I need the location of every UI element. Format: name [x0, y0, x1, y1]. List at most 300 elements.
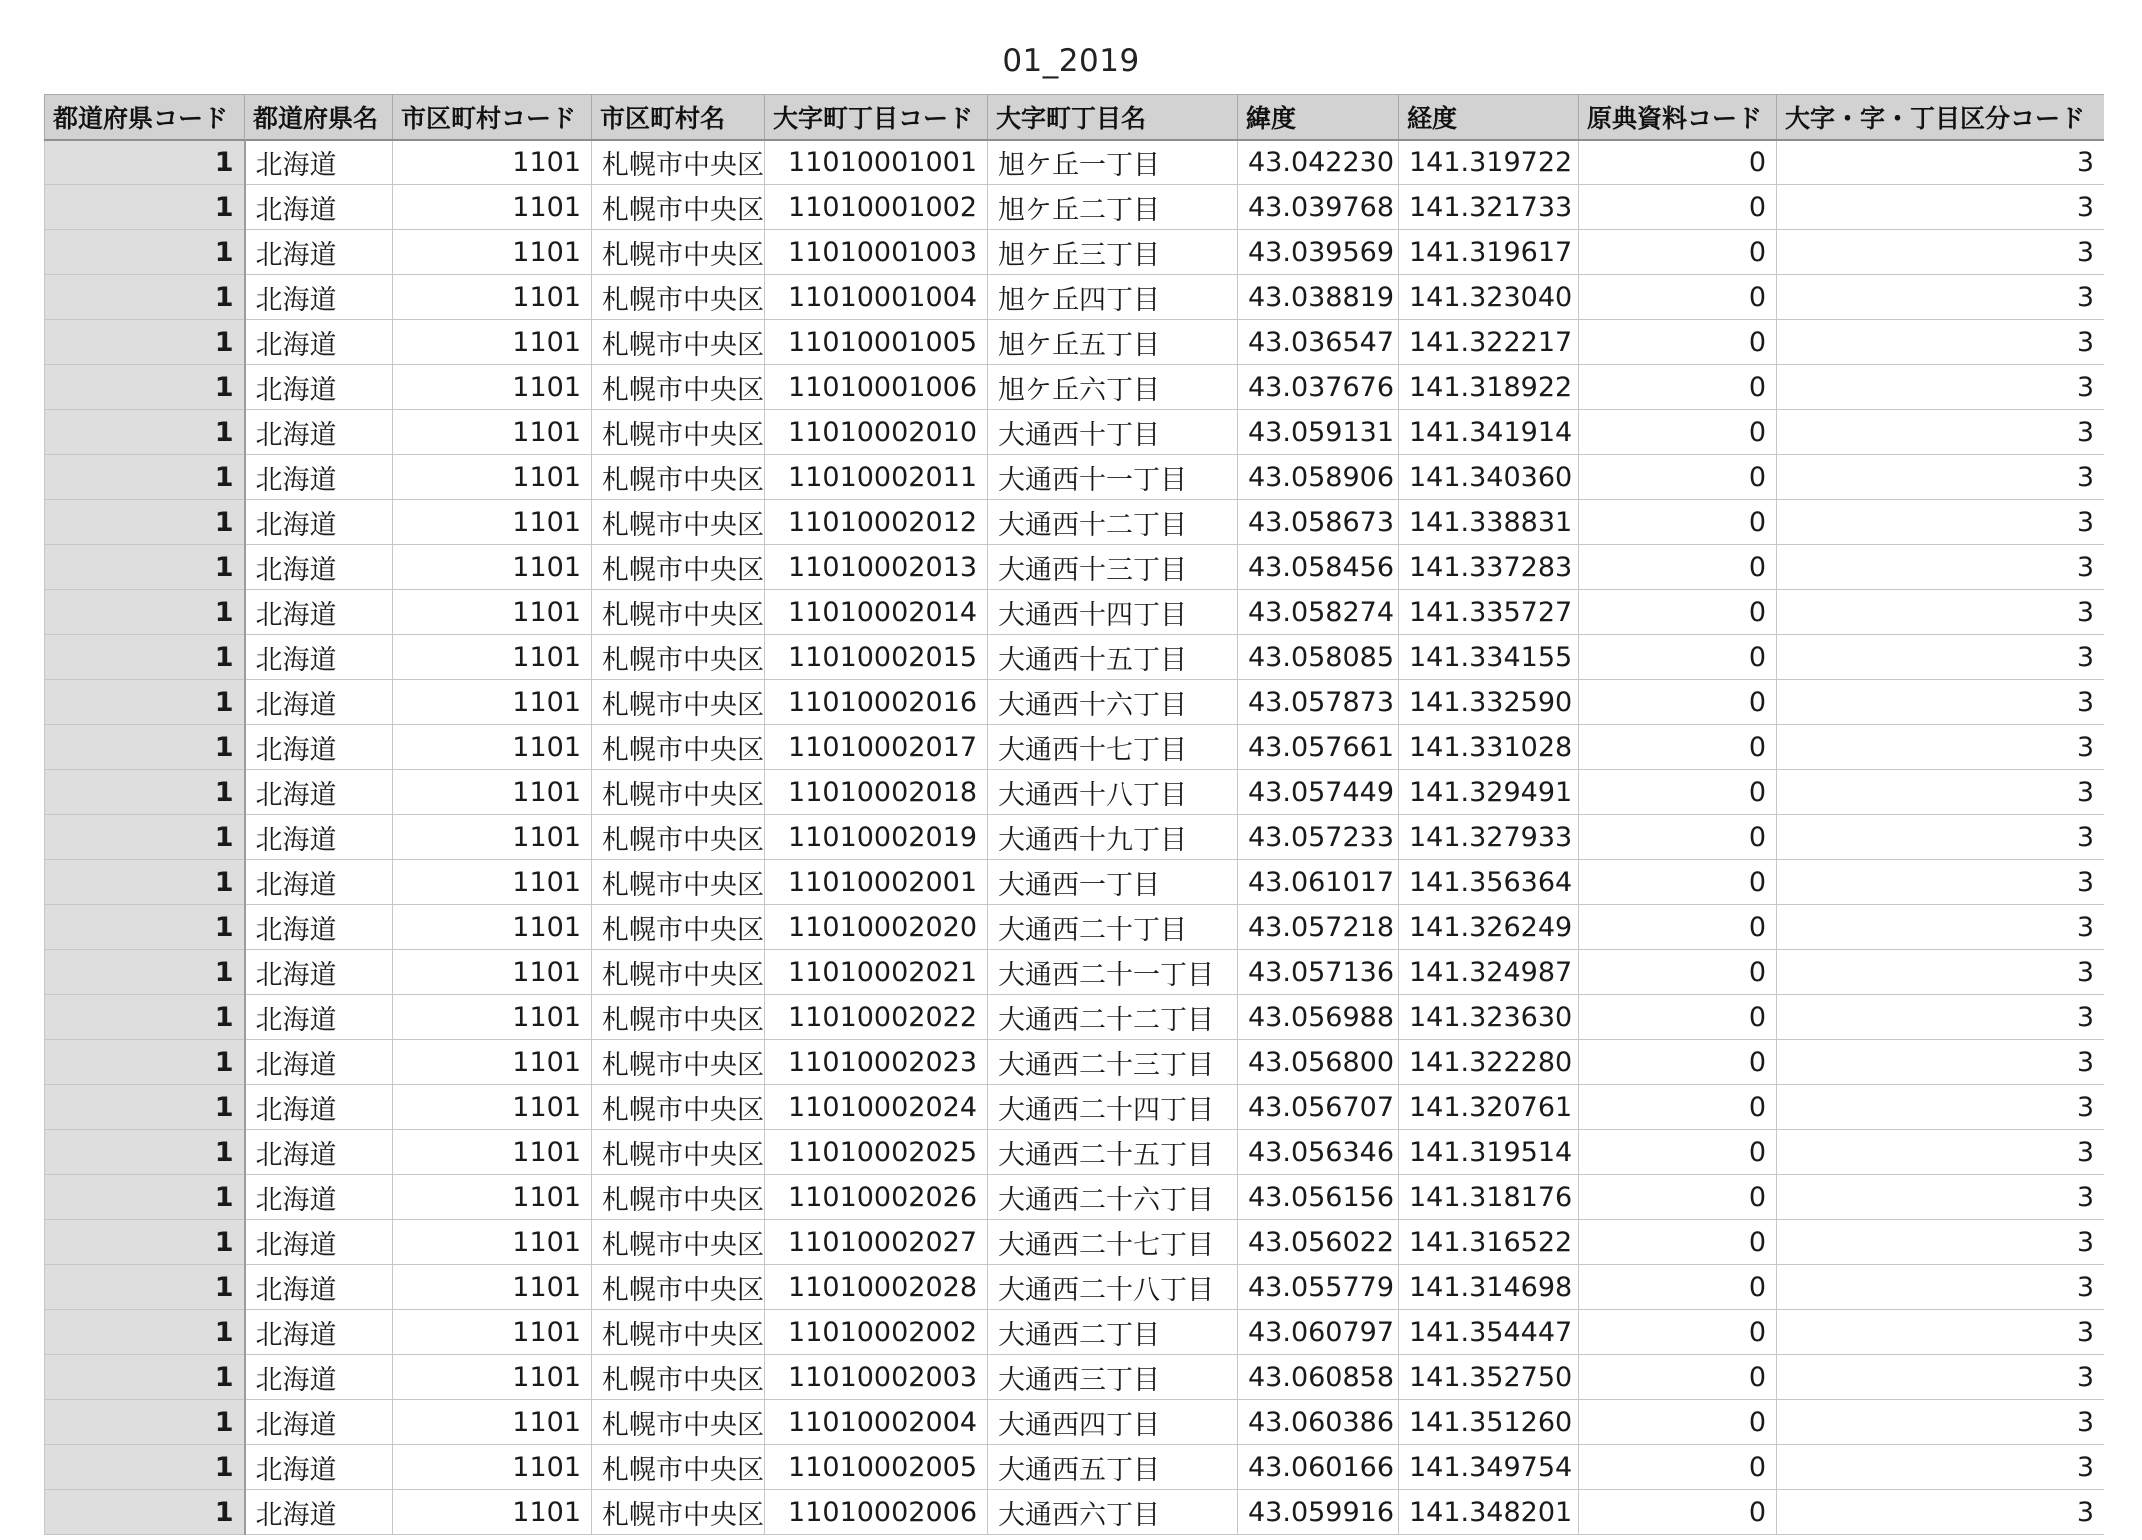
municipality-code-cell[interactable]: 1101	[393, 1130, 592, 1175]
longitude-cell[interactable]: 141.338831	[1399, 500, 1579, 545]
town-code-cell[interactable]: 11010002016	[765, 680, 988, 725]
prefecture-code-cell[interactable]: 1	[45, 1400, 245, 1445]
source-code-cell[interactable]: 0	[1579, 1175, 1777, 1220]
municipality-code-cell[interactable]: 1101	[393, 1445, 592, 1490]
longitude-cell[interactable]: 141.322280	[1399, 1040, 1579, 1085]
town-code-cell[interactable]: 11010002023	[765, 1040, 988, 1085]
prefecture-name-cell[interactable]: 北海道	[245, 410, 393, 455]
municipality-code-cell[interactable]: 1101	[393, 725, 592, 770]
division-code-cell[interactable]: 3	[1777, 275, 2105, 320]
source-code-cell[interactable]: 0	[1579, 950, 1777, 995]
source-code-cell[interactable]: 0	[1579, 275, 1777, 320]
prefecture-code-cell[interactable]: 1	[45, 590, 245, 635]
municipality-code-cell[interactable]: 1101	[393, 1085, 592, 1130]
source-code-cell[interactable]: 0	[1579, 500, 1777, 545]
longitude-cell[interactable]: 141.321733	[1399, 185, 1579, 230]
municipality-code-cell[interactable]: 1101	[393, 1265, 592, 1310]
town-code-cell[interactable]: 11010002019	[765, 815, 988, 860]
prefecture-code-cell[interactable]: 1	[45, 770, 245, 815]
town-code-cell[interactable]: 11010002011	[765, 455, 988, 500]
column-header[interactable]: 経度	[1399, 95, 1579, 140]
town-name-cell[interactable]: 大通西五丁目	[988, 1445, 1238, 1490]
town-code-cell[interactable]: 11010002015	[765, 635, 988, 680]
town-name-cell[interactable]: 旭ケ丘四丁目	[988, 275, 1238, 320]
longitude-cell[interactable]: 141.352750	[1399, 1355, 1579, 1400]
prefecture-name-cell[interactable]: 北海道	[245, 455, 393, 500]
source-code-cell[interactable]: 0	[1579, 1310, 1777, 1355]
prefecture-name-cell[interactable]: 北海道	[245, 860, 393, 905]
latitude-cell[interactable]: 43.060386	[1238, 1400, 1399, 1445]
source-code-cell[interactable]: 0	[1579, 1355, 1777, 1400]
division-code-cell[interactable]: 3	[1777, 1220, 2105, 1265]
prefecture-code-cell[interactable]: 1	[45, 635, 245, 680]
town-name-cell[interactable]: 旭ケ丘六丁目	[988, 365, 1238, 410]
division-code-cell[interactable]: 3	[1777, 1400, 2105, 1445]
town-name-cell[interactable]: 大通西二十丁目	[988, 905, 1238, 950]
prefecture-name-cell[interactable]: 北海道	[245, 680, 393, 725]
source-code-cell[interactable]: 0	[1579, 410, 1777, 455]
latitude-cell[interactable]: 43.060858	[1238, 1355, 1399, 1400]
latitude-cell[interactable]: 43.058906	[1238, 455, 1399, 500]
prefecture-code-cell[interactable]: 1	[45, 545, 245, 590]
municipality-name-cell[interactable]: 札幌市中央区	[592, 410, 765, 455]
source-code-cell[interactable]: 0	[1579, 185, 1777, 230]
town-code-cell[interactable]: 11010002013	[765, 545, 988, 590]
latitude-cell[interactable]: 43.057136	[1238, 950, 1399, 995]
prefecture-code-cell[interactable]: 1	[45, 455, 245, 500]
town-code-cell[interactable]: 11010002024	[765, 1085, 988, 1130]
latitude-cell[interactable]: 43.060797	[1238, 1310, 1399, 1355]
division-code-cell[interactable]: 3	[1777, 500, 2105, 545]
town-code-cell[interactable]: 11010002002	[765, 1310, 988, 1355]
latitude-cell[interactable]: 43.059131	[1238, 410, 1399, 455]
town-name-cell[interactable]: 大通西二十三丁目	[988, 1040, 1238, 1085]
source-code-cell[interactable]: 0	[1579, 1400, 1777, 1445]
longitude-cell[interactable]: 141.348201	[1399, 1490, 1579, 1535]
prefecture-code-cell[interactable]: 1	[45, 950, 245, 995]
longitude-cell[interactable]: 141.323040	[1399, 275, 1579, 320]
longitude-cell[interactable]: 141.334155	[1399, 635, 1579, 680]
source-code-cell[interactable]: 0	[1579, 590, 1777, 635]
longitude-cell[interactable]: 141.335727	[1399, 590, 1579, 635]
prefecture-code-cell[interactable]: 1	[45, 1085, 245, 1130]
town-name-cell[interactable]: 大通西十四丁目	[988, 590, 1238, 635]
municipality-name-cell[interactable]: 札幌市中央区	[592, 365, 765, 410]
municipality-code-cell[interactable]: 1101	[393, 410, 592, 455]
prefecture-code-cell[interactable]: 1	[45, 1040, 245, 1085]
town-name-cell[interactable]: 大通西六丁目	[988, 1490, 1238, 1535]
source-code-cell[interactable]: 0	[1579, 545, 1777, 590]
municipality-name-cell[interactable]: 札幌市中央区	[592, 455, 765, 500]
prefecture-code-cell[interactable]: 1	[45, 275, 245, 320]
source-code-cell[interactable]: 0	[1579, 1490, 1777, 1535]
municipality-code-cell[interactable]: 1101	[393, 185, 592, 230]
municipality-name-cell[interactable]: 札幌市中央区	[592, 185, 765, 230]
municipality-name-cell[interactable]: 札幌市中央区	[592, 1085, 765, 1130]
division-code-cell[interactable]: 3	[1777, 1490, 2105, 1535]
division-code-cell[interactable]: 3	[1777, 1130, 2105, 1175]
prefecture-name-cell[interactable]: 北海道	[245, 1445, 393, 1490]
longitude-cell[interactable]: 141.331028	[1399, 725, 1579, 770]
town-code-cell[interactable]: 11010001005	[765, 320, 988, 365]
latitude-cell[interactable]: 43.038819	[1238, 275, 1399, 320]
source-code-cell[interactable]: 0	[1579, 1445, 1777, 1490]
municipality-name-cell[interactable]: 札幌市中央区	[592, 1220, 765, 1265]
town-code-cell[interactable]: 11010002017	[765, 725, 988, 770]
town-code-cell[interactable]: 11010002005	[765, 1445, 988, 1490]
column-header[interactable]: 大字町丁目名	[988, 95, 1238, 140]
town-name-cell[interactable]: 大通西十二丁目	[988, 500, 1238, 545]
division-code-cell[interactable]: 3	[1777, 365, 2105, 410]
town-name-cell[interactable]: 旭ケ丘五丁目	[988, 320, 1238, 365]
town-code-cell[interactable]: 11010002001	[765, 860, 988, 905]
prefecture-name-cell[interactable]: 北海道	[245, 500, 393, 545]
source-code-cell[interactable]: 0	[1579, 1220, 1777, 1265]
division-code-cell[interactable]: 3	[1777, 905, 2105, 950]
prefecture-name-cell[interactable]: 北海道	[245, 1220, 393, 1265]
prefecture-name-cell[interactable]: 北海道	[245, 905, 393, 950]
prefecture-code-cell[interactable]: 1	[45, 1355, 245, 1400]
source-code-cell[interactable]: 0	[1579, 770, 1777, 815]
prefecture-code-cell[interactable]: 1	[45, 815, 245, 860]
town-name-cell[interactable]: 大通西二十七丁目	[988, 1220, 1238, 1265]
source-code-cell[interactable]: 0	[1579, 905, 1777, 950]
municipality-code-cell[interactable]: 1101	[393, 230, 592, 275]
prefecture-code-cell[interactable]: 1	[45, 410, 245, 455]
source-code-cell[interactable]: 0	[1579, 1085, 1777, 1130]
municipality-code-cell[interactable]: 1101	[393, 680, 592, 725]
column-header[interactable]: 市区町村名	[592, 95, 765, 140]
prefecture-code-cell[interactable]: 1	[45, 320, 245, 365]
column-header[interactable]: 市区町村コード	[393, 95, 592, 140]
municipality-code-cell[interactable]: 1101	[393, 500, 592, 545]
municipality-code-cell[interactable]: 1101	[393, 1400, 592, 1445]
town-code-cell[interactable]: 11010001002	[765, 185, 988, 230]
latitude-cell[interactable]: 43.057449	[1238, 770, 1399, 815]
longitude-cell[interactable]: 141.319722	[1399, 140, 1579, 185]
latitude-cell[interactable]: 43.061017	[1238, 860, 1399, 905]
longitude-cell[interactable]: 141.322217	[1399, 320, 1579, 365]
municipality-name-cell[interactable]: 札幌市中央区	[592, 545, 765, 590]
source-code-cell[interactable]: 0	[1579, 230, 1777, 275]
prefecture-name-cell[interactable]: 北海道	[245, 1130, 393, 1175]
municipality-name-cell[interactable]: 札幌市中央区	[592, 815, 765, 860]
town-name-cell[interactable]: 旭ケ丘二丁目	[988, 185, 1238, 230]
prefecture-code-cell[interactable]: 1	[45, 365, 245, 410]
prefecture-name-cell[interactable]: 北海道	[245, 635, 393, 680]
town-name-cell[interactable]: 大通西二丁目	[988, 1310, 1238, 1355]
town-name-cell[interactable]: 大通西十九丁目	[988, 815, 1238, 860]
town-code-cell[interactable]: 11010002027	[765, 1220, 988, 1265]
municipality-name-cell[interactable]: 札幌市中央区	[592, 995, 765, 1040]
municipality-name-cell[interactable]: 札幌市中央区	[592, 1490, 765, 1535]
division-code-cell[interactable]: 3	[1777, 545, 2105, 590]
latitude-cell[interactable]: 43.056988	[1238, 995, 1399, 1040]
longitude-cell[interactable]: 141.324987	[1399, 950, 1579, 995]
town-name-cell[interactable]: 大通西十三丁目	[988, 545, 1238, 590]
municipality-name-cell[interactable]: 札幌市中央区	[592, 725, 765, 770]
prefecture-name-cell[interactable]: 北海道	[245, 950, 393, 995]
municipality-name-cell[interactable]: 札幌市中央区	[592, 1310, 765, 1355]
division-code-cell[interactable]: 3	[1777, 1355, 2105, 1400]
prefecture-name-cell[interactable]: 北海道	[245, 1355, 393, 1400]
municipality-name-cell[interactable]: 札幌市中央区	[592, 590, 765, 635]
source-code-cell[interactable]: 0	[1579, 320, 1777, 365]
municipality-code-cell[interactable]: 1101	[393, 995, 592, 1040]
municipality-code-cell[interactable]: 1101	[393, 635, 592, 680]
municipality-name-cell[interactable]: 札幌市中央区	[592, 500, 765, 545]
town-code-cell[interactable]: 11010002020	[765, 905, 988, 950]
town-name-cell[interactable]: 大通西二十八丁目	[988, 1265, 1238, 1310]
prefecture-code-cell[interactable]: 1	[45, 905, 245, 950]
town-code-cell[interactable]: 11010002026	[765, 1175, 988, 1220]
municipality-code-cell[interactable]: 1101	[393, 365, 592, 410]
division-code-cell[interactable]: 3	[1777, 635, 2105, 680]
division-code-cell[interactable]: 3	[1777, 185, 2105, 230]
division-code-cell[interactable]: 3	[1777, 1040, 2105, 1085]
longitude-cell[interactable]: 141.326249	[1399, 905, 1579, 950]
town-name-cell[interactable]: 大通西十八丁目	[988, 770, 1238, 815]
municipality-name-cell[interactable]: 札幌市中央区	[592, 1445, 765, 1490]
column-header[interactable]: 大字・字・丁目区分コード	[1777, 95, 2105, 140]
prefecture-code-cell[interactable]: 1	[45, 860, 245, 905]
division-code-cell[interactable]: 3	[1777, 230, 2105, 275]
prefecture-code-cell[interactable]: 1	[45, 1175, 245, 1220]
municipality-code-cell[interactable]: 1101	[393, 905, 592, 950]
municipality-code-cell[interactable]: 1101	[393, 320, 592, 365]
prefecture-name-cell[interactable]: 北海道	[245, 1400, 393, 1445]
division-code-cell[interactable]: 3	[1777, 410, 2105, 455]
source-code-cell[interactable]: 0	[1579, 815, 1777, 860]
latitude-cell[interactable]: 43.057873	[1238, 680, 1399, 725]
prefecture-code-cell[interactable]: 1	[45, 500, 245, 545]
source-code-cell[interactable]: 0	[1579, 725, 1777, 770]
division-code-cell[interactable]: 3	[1777, 1310, 2105, 1355]
municipality-name-cell[interactable]: 札幌市中央区	[592, 275, 765, 320]
town-name-cell[interactable]: 大通西三丁目	[988, 1355, 1238, 1400]
latitude-cell[interactable]: 43.055779	[1238, 1265, 1399, 1310]
prefecture-name-cell[interactable]: 北海道	[245, 545, 393, 590]
longitude-cell[interactable]: 141.318922	[1399, 365, 1579, 410]
prefecture-name-cell[interactable]: 北海道	[245, 1490, 393, 1535]
latitude-cell[interactable]: 43.057661	[1238, 725, 1399, 770]
municipality-code-cell[interactable]: 1101	[393, 140, 592, 185]
town-name-cell[interactable]: 大通西十六丁目	[988, 680, 1238, 725]
division-code-cell[interactable]: 3	[1777, 140, 2105, 185]
municipality-name-cell[interactable]: 札幌市中央区	[592, 1040, 765, 1085]
prefecture-name-cell[interactable]: 北海道	[245, 1175, 393, 1220]
town-code-cell[interactable]: 11010002025	[765, 1130, 988, 1175]
longitude-cell[interactable]: 141.320761	[1399, 1085, 1579, 1130]
latitude-cell[interactable]: 43.057233	[1238, 815, 1399, 860]
municipality-code-cell[interactable]: 1101	[393, 1310, 592, 1355]
source-code-cell[interactable]: 0	[1579, 455, 1777, 500]
latitude-cell[interactable]: 43.042230	[1238, 140, 1399, 185]
latitude-cell[interactable]: 43.039569	[1238, 230, 1399, 275]
division-code-cell[interactable]: 3	[1777, 995, 2105, 1040]
town-code-cell[interactable]: 11010002006	[765, 1490, 988, 1535]
municipality-name-cell[interactable]: 札幌市中央区	[592, 1355, 765, 1400]
municipality-code-cell[interactable]: 1101	[393, 275, 592, 320]
town-code-cell[interactable]: 11010001003	[765, 230, 988, 275]
prefecture-name-cell[interactable]: 北海道	[245, 140, 393, 185]
division-code-cell[interactable]: 3	[1777, 950, 2105, 995]
municipality-name-cell[interactable]: 札幌市中央区	[592, 770, 765, 815]
town-code-cell[interactable]: 11010002004	[765, 1400, 988, 1445]
source-code-cell[interactable]: 0	[1579, 365, 1777, 410]
latitude-cell[interactable]: 43.059916	[1238, 1490, 1399, 1535]
municipality-name-cell[interactable]: 札幌市中央区	[592, 1175, 765, 1220]
latitude-cell[interactable]: 43.056707	[1238, 1085, 1399, 1130]
division-code-cell[interactable]: 3	[1777, 815, 2105, 860]
source-code-cell[interactable]: 0	[1579, 1265, 1777, 1310]
column-header[interactable]: 原典資料コード	[1579, 95, 1777, 140]
longitude-cell[interactable]: 141.316522	[1399, 1220, 1579, 1265]
prefecture-code-cell[interactable]: 1	[45, 680, 245, 725]
municipality-name-cell[interactable]: 札幌市中央区	[592, 680, 765, 725]
town-name-cell[interactable]: 大通西二十一丁目	[988, 950, 1238, 995]
latitude-cell[interactable]: 43.036547	[1238, 320, 1399, 365]
town-code-cell[interactable]: 11010002012	[765, 500, 988, 545]
column-header[interactable]: 都道府県コード	[45, 95, 245, 140]
municipality-name-cell[interactable]: 札幌市中央区	[592, 1400, 765, 1445]
prefecture-name-cell[interactable]: 北海道	[245, 275, 393, 320]
longitude-cell[interactable]: 141.329491	[1399, 770, 1579, 815]
division-code-cell[interactable]: 3	[1777, 1265, 2105, 1310]
column-header[interactable]: 大字町丁目コード	[765, 95, 988, 140]
municipality-name-cell[interactable]: 札幌市中央区	[592, 1265, 765, 1310]
longitude-cell[interactable]: 141.318176	[1399, 1175, 1579, 1220]
latitude-cell[interactable]: 43.058456	[1238, 545, 1399, 590]
division-code-cell[interactable]: 3	[1777, 320, 2105, 365]
prefecture-code-cell[interactable]: 1	[45, 230, 245, 275]
municipality-code-cell[interactable]: 1101	[393, 950, 592, 995]
municipality-code-cell[interactable]: 1101	[393, 1490, 592, 1535]
town-name-cell[interactable]: 大通西十一丁目	[988, 455, 1238, 500]
longitude-cell[interactable]: 141.314698	[1399, 1265, 1579, 1310]
latitude-cell[interactable]: 43.056156	[1238, 1175, 1399, 1220]
town-name-cell[interactable]: 旭ケ丘三丁目	[988, 230, 1238, 275]
prefecture-code-cell[interactable]: 1	[45, 1490, 245, 1535]
town-name-cell[interactable]: 大通西二十二丁目	[988, 995, 1238, 1040]
division-code-cell[interactable]: 3	[1777, 1085, 2105, 1130]
municipality-code-cell[interactable]: 1101	[393, 545, 592, 590]
prefecture-code-cell[interactable]: 1	[45, 995, 245, 1040]
longitude-cell[interactable]: 141.337283	[1399, 545, 1579, 590]
column-header[interactable]: 都道府県名	[245, 95, 393, 140]
longitude-cell[interactable]: 141.319514	[1399, 1130, 1579, 1175]
longitude-cell[interactable]: 141.349754	[1399, 1445, 1579, 1490]
prefecture-name-cell[interactable]: 北海道	[245, 1085, 393, 1130]
town-code-cell[interactable]: 11010001001	[765, 140, 988, 185]
prefecture-code-cell[interactable]: 1	[45, 1130, 245, 1175]
town-code-cell[interactable]: 11010001006	[765, 365, 988, 410]
prefecture-name-cell[interactable]: 北海道	[245, 320, 393, 365]
longitude-cell[interactable]: 141.327933	[1399, 815, 1579, 860]
latitude-cell[interactable]: 43.057218	[1238, 905, 1399, 950]
town-name-cell[interactable]: 大通西二十六丁目	[988, 1175, 1238, 1220]
town-code-cell[interactable]: 11010002003	[765, 1355, 988, 1400]
prefecture-name-cell[interactable]: 北海道	[245, 815, 393, 860]
prefecture-name-cell[interactable]: 北海道	[245, 365, 393, 410]
longitude-cell[interactable]: 141.332590	[1399, 680, 1579, 725]
latitude-cell[interactable]: 43.058673	[1238, 500, 1399, 545]
division-code-cell[interactable]: 3	[1777, 590, 2105, 635]
municipality-code-cell[interactable]: 1101	[393, 590, 592, 635]
municipality-name-cell[interactable]: 札幌市中央区	[592, 320, 765, 365]
town-code-cell[interactable]: 11010001004	[765, 275, 988, 320]
prefecture-name-cell[interactable]: 北海道	[245, 230, 393, 275]
town-code-cell[interactable]: 11010002010	[765, 410, 988, 455]
longitude-cell[interactable]: 141.341914	[1399, 410, 1579, 455]
town-code-cell[interactable]: 11010002014	[765, 590, 988, 635]
latitude-cell[interactable]: 43.039768	[1238, 185, 1399, 230]
town-name-cell[interactable]: 大通西二十五丁目	[988, 1130, 1238, 1175]
town-code-cell[interactable]: 11010002018	[765, 770, 988, 815]
division-code-cell[interactable]: 3	[1777, 860, 2105, 905]
municipality-name-cell[interactable]: 札幌市中央区	[592, 635, 765, 680]
longitude-cell[interactable]: 141.351260	[1399, 1400, 1579, 1445]
prefecture-name-cell[interactable]: 北海道	[245, 995, 393, 1040]
latitude-cell[interactable]: 43.058274	[1238, 590, 1399, 635]
column-header[interactable]: 緯度	[1238, 95, 1399, 140]
prefecture-code-cell[interactable]: 1	[45, 1310, 245, 1355]
division-code-cell[interactable]: 3	[1777, 1445, 2105, 1490]
latitude-cell[interactable]: 43.056346	[1238, 1130, 1399, 1175]
prefecture-name-cell[interactable]: 北海道	[245, 770, 393, 815]
prefecture-code-cell[interactable]: 1	[45, 725, 245, 770]
municipality-code-cell[interactable]: 1101	[393, 1175, 592, 1220]
municipality-code-cell[interactable]: 1101	[393, 770, 592, 815]
division-code-cell[interactable]: 3	[1777, 725, 2105, 770]
prefecture-name-cell[interactable]: 北海道	[245, 590, 393, 635]
prefecture-code-cell[interactable]: 1	[45, 1220, 245, 1265]
longitude-cell[interactable]: 141.354447	[1399, 1310, 1579, 1355]
source-code-cell[interactable]: 0	[1579, 140, 1777, 185]
latitude-cell[interactable]: 43.056800	[1238, 1040, 1399, 1085]
source-code-cell[interactable]: 0	[1579, 635, 1777, 680]
town-code-cell[interactable]: 11010002022	[765, 995, 988, 1040]
longitude-cell[interactable]: 141.323630	[1399, 995, 1579, 1040]
town-name-cell[interactable]: 大通西二十四丁目	[988, 1085, 1238, 1130]
town-name-cell[interactable]: 大通西一丁目	[988, 860, 1238, 905]
latitude-cell[interactable]: 43.058085	[1238, 635, 1399, 680]
prefecture-name-cell[interactable]: 北海道	[245, 185, 393, 230]
latitude-cell[interactable]: 43.056022	[1238, 1220, 1399, 1265]
latitude-cell[interactable]: 43.037676	[1238, 365, 1399, 410]
municipality-code-cell[interactable]: 1101	[393, 1040, 592, 1085]
division-code-cell[interactable]: 3	[1777, 1175, 2105, 1220]
municipality-name-cell[interactable]: 札幌市中央区	[592, 140, 765, 185]
prefecture-name-cell[interactable]: 北海道	[245, 1310, 393, 1355]
source-code-cell[interactable]: 0	[1579, 860, 1777, 905]
longitude-cell[interactable]: 141.319617	[1399, 230, 1579, 275]
division-code-cell[interactable]: 3	[1777, 680, 2105, 725]
division-code-cell[interactable]: 3	[1777, 455, 2105, 500]
division-code-cell[interactable]: 3	[1777, 770, 2105, 815]
town-name-cell[interactable]: 大通西十丁目	[988, 410, 1238, 455]
municipality-code-cell[interactable]: 1101	[393, 815, 592, 860]
municipality-code-cell[interactable]: 1101	[393, 1220, 592, 1265]
town-name-cell[interactable]: 大通西十七丁目	[988, 725, 1238, 770]
municipality-name-cell[interactable]: 札幌市中央区	[592, 905, 765, 950]
latitude-cell[interactable]: 43.060166	[1238, 1445, 1399, 1490]
municipality-code-cell[interactable]: 1101	[393, 455, 592, 500]
municipality-code-cell[interactable]: 1101	[393, 1355, 592, 1400]
prefecture-code-cell[interactable]: 1	[45, 1265, 245, 1310]
town-code-cell[interactable]: 11010002028	[765, 1265, 988, 1310]
source-code-cell[interactable]: 0	[1579, 1130, 1777, 1175]
